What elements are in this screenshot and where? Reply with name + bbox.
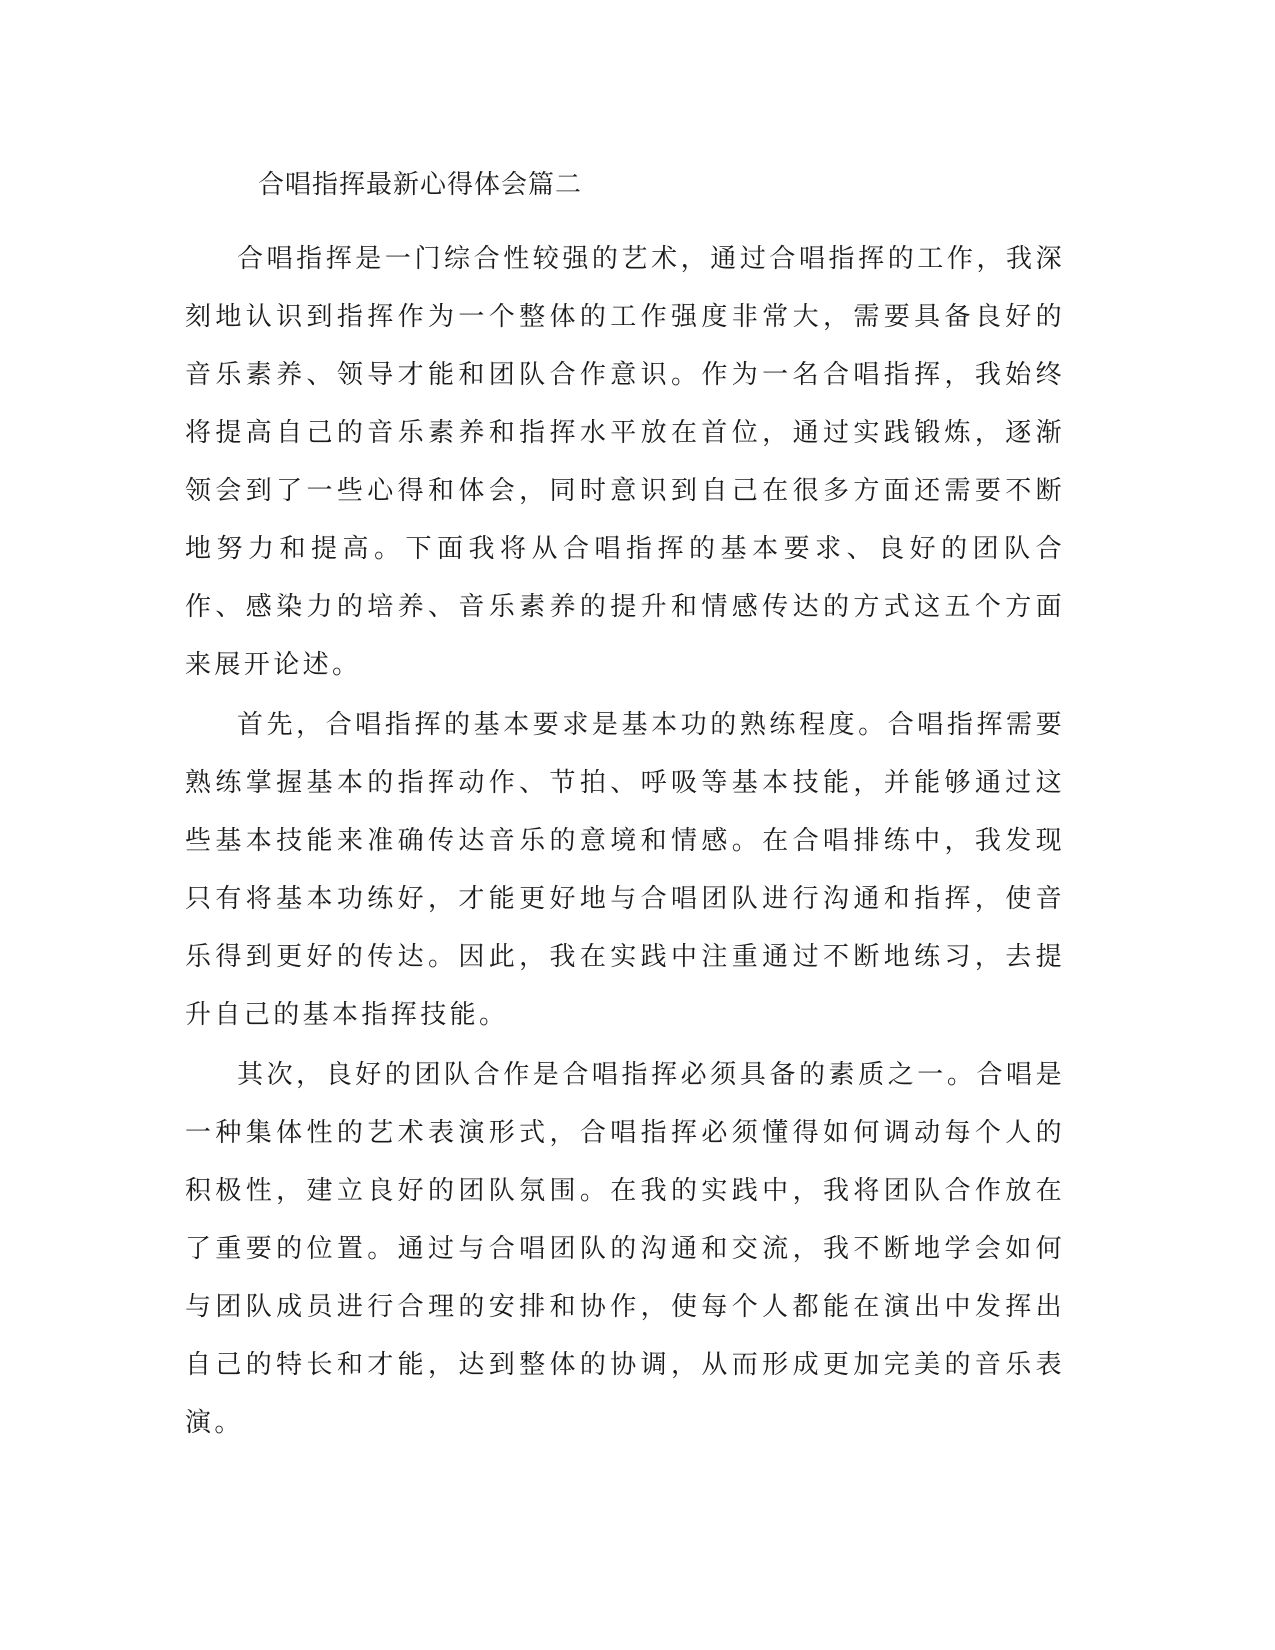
paragraph-basic-requirements: 首先，合唱指挥的基本要求是基本功的熟练程度。合唱指挥需要熟练掌握基本的指挥动作、节拍、呼吸等基本技能，并能够通过这些基本技能来准确传达音乐的意境和情感。在合唱排练中，我发现只有将基本功练好，才能更好地与合唱团队进行沟通和指挥，使音乐得到更好的传达。因此，我在实践中注重通过不断地练习，去提升自己的基本指挥技能。: [185, 710, 1065, 1030]
paragraph-team-cooperation: 其次，良好的团队合作是合唱指挥必须具备的素质之一。合唱是一种集体性的艺术表演形式，合唱指挥必须懂得如何调动每个人的积极性，建立良好的团队氛围。在我的实践中，我将团队合作放在了重要的位置。通过与合唱团队的沟通和交流，我不断地学会如何与团队成员进行合理的安排和协作，使每个人都能在演出中发挥出自己的特长和才能，达到整体的协调，从而形成更加完美的音乐表演。: [185, 1060, 1065, 1438]
document-title: 合唱指挥最新心得体会篇二: [258, 170, 583, 200]
document-body: [185, 230, 1065, 1454]
paragraph-intro: 合唱指挥是一门综合性较强的艺术，通过合唱指挥的工作，我深刻地认识到指挥作为一个整体的工作强度非常大，需要具备良好的音乐素养、领导才能和团队合作意识。作为一名合唱指挥，我始终将提高自己的音乐素养和指挥水平放在首位，通过实践锻炼，逐渐领会到了一些心得和体会，同时意识到自己在很多方面还需要不断地努力和提高。下面我将从合唱指挥的基本要求、良好的团队合作、感染力的培养、音乐素养的提升和情感传达的方式这五个方面来展开论述。: [185, 244, 1065, 680]
